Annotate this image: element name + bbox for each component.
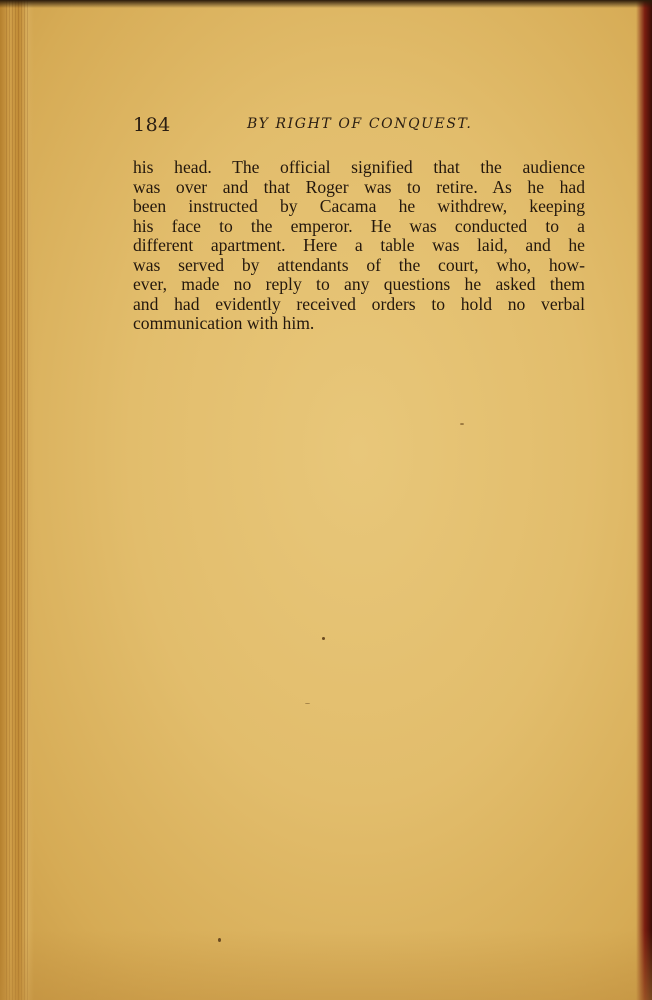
page-number: 184 [133, 114, 171, 136]
paper-speck [218, 938, 221, 942]
running-head [133, 112, 583, 136]
text-line: communication with him. [133, 313, 315, 333]
text-line: and had evidently received orders to hold no verbal [133, 293, 585, 314]
bottom-shade [0, 930, 652, 1000]
text-line: his face to the emperor. He was conducted to a [133, 215, 585, 236]
text-line: was over and that Roger was to retire. As he had [133, 176, 585, 197]
top-shadow [0, 0, 652, 8]
text-line: was served by attendants of the court, who, how- [133, 254, 585, 275]
text-line: ever, made no reply to any questions he asked them [133, 274, 585, 294]
page-stack-edges [6, 0, 28, 1000]
paper-speck [322, 637, 325, 640]
text-line: his head. The official signified that the audience [133, 157, 585, 177]
body-paragraph [133, 158, 585, 334]
book-cover-edge [636, 0, 652, 1000]
text-line: been instructed by Cacama he withdrew, keeping [133, 196, 585, 216]
paper-speck [460, 423, 464, 425]
running-title: BY RIGHT OF CONQUEST. [247, 116, 473, 132]
text-line: different apartment. Here a table was laid, and he [133, 235, 585, 255]
paper-speck [305, 703, 310, 704]
